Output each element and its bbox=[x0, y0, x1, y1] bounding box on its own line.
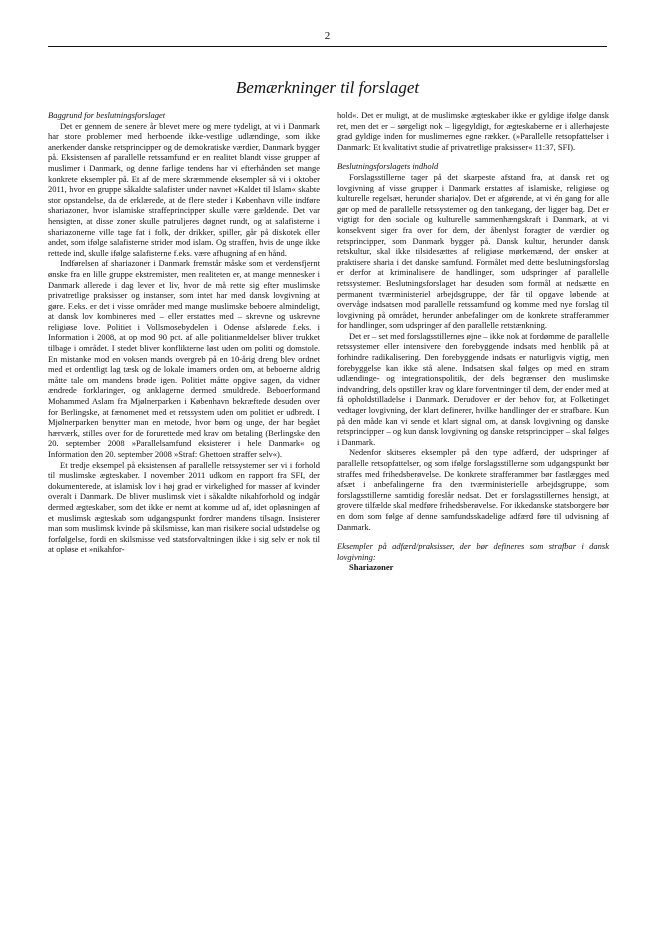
paragraph: Det er gennem de senere år blevet mere og mere tydeligt, at vi i Danmark har store problemer med herboende ikke-vestlige udlændinge, som ikke anerkender danske retsprincipper og de demokratiske værdier, Danmark bygger på. Eksistensen af parallelle retssamfund er en realitet blandt visse grupper af muslimer i Danmark, og denne farlige tendens har vi efterhånden set mange konkrete eksempler på. Et af de mere skræmmende eksempler så vi i oktober 2011, hvor en gruppe såkaldte salafister under navnet »Kaldet til Islam« skabte stor opstandelse, da de erklærede, at de flere steder i København ville indføre shariazoner, hvor islamiske straffeprincipper skulle være gældende. Det var hensigten, at disse zoner skulle patruljeres døgnet rundt, og at salafisterne i shariazonerne ville tage fat i folk, der drikker, spiller, går på diskotek eller andet, som ifølge salafisterne strider mod islam. Og straffen, hvis de unge ikke rettede ind, skulle ifølge salafisterne f.eks. være afhugning af en hånd. bbox=[48, 120, 320, 258]
paragraph: Nedenfor skitseres eksempler på den type adfærd, der udspringer af parallelle retsopfattelser, og som ifølge forslagsstillerne som udgangspunkt bør straffes med frihedsberøvelse. De konkrete strafferammer bør fastlægges med afsæt i anbefalingerne fra den tværministerielle arbejdsgruppe, som forslagsstillerne samtidig foreslår nedsat. Det er forslagsstillernes hensigt, at grovere tilfælde skal medføre frihedsberøvelse. For ikkedanske statsborgere bør en dom som følge af denne samfundsskadelige adfærd føre til udvisning af Danmark. bbox=[337, 447, 609, 532]
paragraph: Forslagsstillerne tager på det skarpeste afstand fra, at dansk ret og lovgivning af visse grupper i Danmark erstattes af islamiske, religiøse og kulturelle regelsæt, herunder shariaļov. Det er afgørende, at vi én gang for alle gør op med de parallelle retssystemer og den tankegang, der ligger bag. Det er vigtigt for den sociale og kulturelle sammenhængskraft i Danmark, at vi konsekvent siger fra over for dem, der åbenlyst foragter de værdier og retsprincipper, som Danmark bygger på. Dansk kultur, herunder dansk retskultur, skal ikke tilsidesættes af religiøse mørkemænd, der ønsker at praktisere sharia i det danske samfund. Formålet med dette beslutningsforslag er derfor at kriminalisere de handlinger, som udspringer af parallelle retssystemer. Beslutningsforslaget har desuden som formål at nedsætte en permanent tværministeriel arbejdsgruppe, der får til opgave løbende at overvåge indsatsen mod parallelle retssamfund og komme med nye forslag til lovgivning på området, herunder anbefalinger om de konkrete strafferammer for handlinger, som udspringer af den parallelle retstænkning. bbox=[337, 171, 609, 331]
paragraph: Et tredje eksempel på eksistensen af parallelle retssystemer ser vi i forhold til muslimske ægteskaber. I november 2011 udkom en rapport fra SFI, der dokumenterede, at islamisk lov i høj grad er virkelighed for masser af kvinder overalt i Danmark. De bliver muslimsk viet i såkaldte nikahforhold og indgår dermed ægteskaber, som det ikke er nemt at komme ud af, idet opløsningen af et muslimsk ægteskab som udgangspunkt fordrer mandens tilsagn. Insisterer man som muslimsk kvinde på skilsmisse, kan man risikere social udstødelse og forfølgelse, fordi en skilsmisse ved statsforvaltningen ikke i sig selv er nok til at opløse et »nikahfor- bbox=[48, 459, 320, 555]
section-heading-content: Beslutningsforslagets indhold bbox=[337, 161, 439, 172]
subheading-shariazoner: Shariazoner bbox=[349, 562, 394, 573]
page-number: 2 bbox=[324, 30, 331, 42]
section-heading-background: Baggrund for beslutningsforslaget bbox=[48, 110, 166, 120]
left-column bbox=[48, 110, 320, 555]
right-column bbox=[337, 110, 609, 573]
paragraph: Indførelsen af shariazoner i Danmark fremstår måske som et verdensfjernt ønske fra en lille gruppe ekstremister, men realiteten er, at mange mennesker i Danmark allerede i dag lever et liv, hvor de må rette sig efter muslimske privatretlige praksisser og instanser, som intet har med dansk lovgivning at gøre. F.eks. er det i visse områder med mange muslimske beboere almindeligt, at dansk lov kombineres med – eller erstattes med – skrevne og uskrevne religiøse love. Politiet i Vollsmosebydelen i Odense afslørede f.eks. i Information i 2008, at op mod 90 pct. af alle politianmeldelser bliver trukket tilbage i området. I stedet bliver konflikterne løst uden om politi og domstole. En mistanke mod en voksen mands overgreb på en 10-årig dreng blev ordnet med et ordentligt lag tæsk og de lokale imamers orden om, at beboerne aldrig måtte tale om mandens brøde igen. Politiet måtte opgive sagen, da vidner ændrede forklaringer, og anklagerne dermed smuldrede. Beboerformand Mohammed Aslam fra Mjølnerparken i København bekræftede desuden over for Berlingske, at fænomenet med et retssystem uden om politiet er udbredt. I Mjølnerparken benytter man en metode, hvor børn og unge, der har begået hærværk, stilles over for de forurettede med krav om betaling (Berlingske den 20. september 2008 »Parallelsamfund eksisterer i hele Danmark« og Information den 20. september 2008 »Straf: Ghettoen straffer selv«). bbox=[48, 258, 320, 459]
paragraph: Det er – set med forslagsstillernes øjne – ikke nok at fordømme de parallelle retssystemer eller intensivere den forebyggende indsats med henblik på at forhindre radikalisering. Den forebyggende indsats er naturligvis vigtig, men forebyggelse kan ikke stå alene. Indsatsen skal følges op med en stram udlændinge- og integrationspolitik, der dels begrænser den muslimske indvandring, dels opstiller krav og klare forventninger til dem, der ender med at få opholdstilladelse i Danmark. Derudover er der behov for, at Folketinget vedtager lovgivning, der klart definerer, hvilke handlinger der er strafbare. Kun på den måde kan vi sende et klart signal om, at dansk lovgivning og danske retsprincipper – og kun dansk lovgivning og danske retsprincipper – skal følges i Danmark. bbox=[337, 330, 609, 447]
document-title: Bemærkninger til forslaget bbox=[235, 78, 420, 97]
examples-heading: Eksempler på adfærd/praksisser, der bør defineres som strafbar i dansk lovgivning: bbox=[337, 541, 609, 562]
header-rule bbox=[48, 46, 607, 47]
paragraph-continuation: hold«. Det er muligt, at de muslimske ægteskaber ikke er gyldige ifølge dansk ret, men det er – sørgeligt nok – ligegyldigt, for ægteskaberne er i allerhøjeste grad gyldige inden for muslimernes egne rækker. (»Parallelle retsopfattelser i Danmark: Et kvalitativt studie af privatretlige praksisser« 11:37, SFI). bbox=[337, 110, 609, 152]
